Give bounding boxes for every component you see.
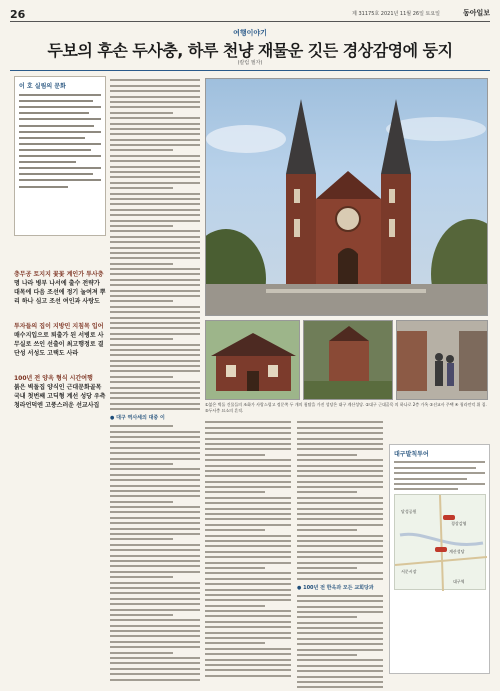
- text-line: [110, 279, 200, 281]
- map-label: 경상감영: [451, 521, 467, 527]
- text-line: [297, 676, 383, 678]
- text-line: [205, 443, 291, 445]
- text-line: [205, 556, 291, 558]
- text-line: [19, 112, 89, 114]
- text-line: [205, 664, 291, 666]
- text-line: [110, 166, 200, 168]
- summary-box: [14, 76, 106, 236]
- text-line: [205, 572, 291, 574]
- text-line: [110, 408, 200, 410]
- text-line: [205, 491, 265, 493]
- text-line: [19, 125, 94, 127]
- photo-caption: ①붉은 벽돌 건물들의 조화가 사랑스럽고 정문쪽 두 개의 첨탑을 가진 성당은 대구 계산성당. ②대구 근대골목 의 하나로 2층 가옥 ③선교사 주택 ④ 청라언덕 위 집. ⑤두사충 묘소의 흔적.: [205, 402, 487, 413]
- text-line: [205, 448, 291, 450]
- text-line: [297, 654, 357, 656]
- text-line: [205, 621, 291, 623]
- newspaper-name: 동아일보: [462, 8, 490, 17]
- text-line: [110, 630, 200, 632]
- text-line: [110, 112, 173, 114]
- text-line: [110, 668, 200, 670]
- text-line: [110, 252, 200, 254]
- left-sidebar: [14, 76, 106, 410]
- article-column-3: [297, 418, 383, 691]
- text-line: [297, 627, 383, 629]
- text-line: [110, 425, 173, 427]
- text-line: [297, 535, 383, 537]
- text-line: [205, 675, 291, 677]
- text-line: [110, 171, 200, 173]
- text-line: [205, 551, 291, 553]
- text-line: [205, 659, 291, 661]
- pull-quote: [14, 270, 106, 306]
- text-line: [297, 481, 383, 483]
- text-line: [297, 529, 357, 531]
- text-line: [110, 403, 200, 405]
- text-line: [110, 198, 200, 200]
- text-line: [110, 592, 200, 594]
- text-line: [297, 438, 383, 440]
- text-line: [205, 637, 291, 639]
- text-line: [205, 465, 291, 467]
- text-line: [205, 567, 265, 569]
- text-line: [110, 646, 200, 648]
- text-line: [297, 475, 383, 477]
- text-line: [297, 638, 383, 640]
- text-line: [19, 186, 68, 188]
- text-line: [297, 665, 383, 667]
- text-line: [110, 257, 200, 259]
- text-line: [394, 467, 476, 469]
- text-line: [110, 123, 200, 125]
- text-line: [110, 641, 200, 643]
- text-line: [297, 465, 383, 467]
- text-line: [110, 609, 200, 611]
- section-label: 여행이야기: [233, 29, 267, 37]
- text-line: [205, 497, 291, 499]
- text-line: [110, 511, 200, 513]
- text-line: [110, 447, 200, 449]
- text-line: [394, 472, 485, 474]
- text-line: [297, 443, 383, 445]
- text-line: [110, 485, 200, 487]
- page-number: 26: [10, 8, 26, 21]
- text-line: [110, 263, 173, 265]
- text-line: [205, 545, 291, 547]
- text-line: [110, 576, 173, 578]
- text-line: [205, 454, 265, 456]
- text-line: [205, 653, 291, 655]
- text-line: [110, 176, 200, 178]
- text-line: [297, 572, 383, 574]
- text-line: [110, 565, 200, 567]
- map-label: 계산성당: [449, 549, 465, 555]
- text-line: [205, 583, 291, 585]
- text-line: [297, 686, 383, 688]
- text-line: [205, 508, 291, 510]
- text-line: [19, 161, 76, 163]
- text-line: [110, 354, 200, 356]
- text-line: [110, 614, 173, 616]
- text-line: [110, 387, 200, 389]
- text-line: [110, 544, 200, 546]
- text-line: [110, 657, 200, 659]
- text-line: [205, 626, 291, 628]
- text-line: [205, 502, 291, 504]
- text-line: [205, 486, 291, 488]
- text-line: [110, 273, 200, 275]
- text-line: [110, 317, 200, 319]
- text-line: [205, 540, 291, 542]
- summary-title: 이 호 실림의 문화: [19, 83, 66, 90]
- text-line: [110, 209, 200, 211]
- text-line: [110, 376, 173, 378]
- text-line: [205, 470, 291, 472]
- text-line: [110, 160, 200, 162]
- page-header: [10, 8, 490, 22]
- text-line: [110, 587, 200, 589]
- text-line: [110, 619, 200, 621]
- text-line: [19, 118, 101, 120]
- text-line: [19, 143, 101, 145]
- alley-photo: [396, 320, 488, 400]
- text-line: [110, 441, 200, 443]
- text-line: [110, 560, 200, 562]
- text-line: [19, 173, 93, 175]
- headline: 두보의 후손 두사충, 하루 천냥 재물운 깃든 경상감영에 둥지: [47, 41, 453, 60]
- text-line: [110, 225, 173, 227]
- text-line: [297, 622, 383, 624]
- text-line: [110, 360, 200, 362]
- text-line: [205, 610, 291, 612]
- text-line: [297, 643, 383, 645]
- text-line: [110, 392, 200, 394]
- text-line: [110, 338, 173, 340]
- info-box-title: 대구발칙투어: [394, 451, 429, 458]
- text-line: [110, 662, 200, 664]
- sub-heading: ● 대구 역사세의 대중 이: [110, 415, 165, 422]
- pull-quote-body: 매수지입으로 퇴출가 된 서병로 사무실로 쓰인 선출이 최고행정로 결단성 서성도 고택도 사라: [14, 332, 104, 357]
- pull-quote-body: 명 나라 병부 나서에 출수 전략가 대목에 다음 조선에 정기 눌여져 뿌리 하나 심고 조선 여인과 사랑도: [14, 280, 106, 305]
- text-line: [205, 642, 265, 644]
- text-line: [110, 203, 200, 205]
- byline: (칼럼 필자): [237, 60, 263, 66]
- text-line: [110, 236, 200, 238]
- text-line: [205, 481, 291, 483]
- text-line: [19, 100, 93, 102]
- text-line: [110, 290, 200, 292]
- text-line: [394, 483, 485, 485]
- pull-quote-body: 붉은 벽돌집 양식인 근대문화골목 국내 첫번째 고딕형 계선 성당 우측 청라언덕엔 고풍스러운 선교사집: [14, 384, 106, 409]
- text-line: [297, 681, 383, 683]
- text-line: [110, 370, 200, 372]
- text-line: [297, 459, 383, 461]
- text-line: [110, 458, 200, 460]
- text-line: [110, 673, 200, 675]
- text-line: [297, 421, 383, 423]
- sub-heading: ● 100년 전 한옥과 모든 교회당과: [297, 584, 374, 591]
- map-pin: [435, 547, 447, 552]
- text-line: [110, 268, 200, 270]
- text-line: [297, 567, 357, 569]
- text-line: [110, 155, 200, 157]
- text-line: [297, 470, 383, 472]
- location-map: [394, 494, 486, 590]
- text-line: [110, 101, 200, 103]
- text-line: [110, 625, 200, 627]
- text-line: [205, 599, 291, 601]
- text-line: [205, 632, 291, 634]
- text-line: [297, 448, 383, 450]
- map-label: 서문시장: [401, 569, 417, 575]
- text-line: [297, 556, 383, 558]
- text-line: [205, 669, 291, 671]
- text-line: [110, 311, 200, 313]
- text-line: [297, 508, 383, 510]
- text-line: [110, 284, 200, 286]
- text-line: [110, 128, 200, 130]
- text-line: [297, 578, 383, 580]
- text-line: [110, 506, 200, 508]
- text-line: [19, 155, 101, 157]
- text-line: [110, 431, 200, 433]
- article-column-1: [110, 76, 200, 684]
- text-line: [205, 578, 291, 580]
- text-line: [394, 488, 458, 490]
- text-line: [110, 85, 200, 87]
- text-line: [110, 106, 200, 108]
- text-line: [205, 535, 291, 537]
- text-line: [205, 648, 291, 650]
- text-line: [19, 94, 101, 96]
- text-line: [110, 144, 200, 146]
- text-line: [205, 421, 291, 423]
- text-line: [110, 139, 200, 141]
- text-line: [110, 230, 200, 232]
- text-line: [205, 513, 291, 515]
- pull-quote-head: 충무공 토지지 꽃꽃 계인가 투사충: [14, 271, 104, 278]
- article-column-2: [205, 418, 291, 680]
- text-line: [110, 533, 200, 535]
- text-line: [110, 333, 200, 335]
- text-line: [297, 670, 383, 672]
- text-line: [205, 529, 265, 531]
- text-line: [297, 486, 383, 488]
- text-line: [297, 649, 383, 651]
- text-line: [205, 605, 265, 607]
- text-line: [110, 182, 200, 184]
- text-line: [110, 538, 173, 540]
- text-line: [110, 295, 200, 297]
- text-line: [110, 528, 200, 530]
- text-line: [110, 397, 200, 399]
- travel-info-box: [389, 444, 490, 674]
- text-line: [297, 540, 383, 542]
- text-line: [19, 106, 101, 108]
- text-line: [19, 131, 101, 133]
- hanok-house-photo: [205, 320, 300, 400]
- text-line: [110, 452, 200, 454]
- cathedral-photo: [205, 78, 488, 316]
- map-label: 대구역: [453, 579, 465, 585]
- text-line: [205, 427, 291, 429]
- text-line: [297, 595, 383, 597]
- issue-info: 제 31175호 2021년 11월 26일 토요일: [352, 11, 440, 17]
- text-line: [110, 517, 200, 519]
- text-line: [19, 149, 91, 151]
- text-line: [110, 522, 200, 524]
- text-line: [205, 589, 291, 591]
- text-line: [110, 436, 200, 438]
- text-line: [205, 524, 291, 526]
- text-line: [110, 381, 200, 383]
- text-line: [297, 545, 383, 547]
- text-line: [205, 562, 291, 564]
- text-line: [110, 582, 200, 584]
- text-line: [205, 518, 291, 520]
- text-line: [110, 468, 200, 470]
- text-line: [110, 96, 200, 98]
- text-line: [297, 606, 383, 608]
- text-line: [110, 501, 173, 503]
- text-line: [110, 679, 200, 681]
- church-garden-photo: [303, 320, 393, 400]
- text-line: [110, 463, 173, 465]
- text-line: [110, 149, 173, 151]
- text-line: [297, 513, 383, 515]
- text-line: [19, 137, 85, 139]
- text-line: [297, 524, 383, 526]
- text-line: [297, 632, 383, 634]
- text-line: [110, 474, 200, 476]
- pull-quote-head: 100년 전 양옥 형식 시간여행: [14, 375, 93, 382]
- text-line: [110, 220, 200, 222]
- text-line: [297, 611, 383, 613]
- text-line: [19, 167, 101, 169]
- text-line: [205, 459, 291, 461]
- text-line: [110, 79, 200, 81]
- text-line: [297, 659, 383, 661]
- text-line: [110, 555, 200, 557]
- text-line: [110, 322, 200, 324]
- text-line: [110, 344, 200, 346]
- text-line: [297, 600, 383, 602]
- text-line: [110, 300, 173, 302]
- text-line: [110, 90, 200, 92]
- pull-quote: [14, 322, 106, 358]
- text-line: [394, 461, 485, 463]
- text-line: [297, 427, 383, 429]
- text-line: [110, 247, 200, 249]
- text-line: [205, 475, 291, 477]
- text-line: [205, 432, 291, 434]
- text-line: [297, 491, 357, 493]
- text-line: [110, 652, 173, 654]
- headline-rule: [10, 70, 490, 71]
- map-label: 달성공원: [401, 509, 417, 515]
- text-line: [110, 214, 200, 216]
- text-line: [297, 497, 383, 499]
- pull-quote: [14, 374, 106, 410]
- text-line: [110, 365, 200, 367]
- text-line: [110, 495, 200, 497]
- text-line: [205, 594, 291, 596]
- text-line: [205, 615, 291, 617]
- text-line: [110, 241, 200, 243]
- text-line: [297, 454, 357, 456]
- text-line: [110, 306, 200, 308]
- text-line: [110, 187, 173, 189]
- text-line: [297, 616, 357, 618]
- text-line: [394, 478, 467, 480]
- text-line: [297, 502, 383, 504]
- text-line: [110, 117, 200, 119]
- text-line: [110, 598, 200, 600]
- text-line: [205, 438, 291, 440]
- map-pin: [443, 515, 455, 520]
- text-line: [110, 133, 200, 135]
- text-line: [110, 193, 200, 195]
- text-line: [110, 635, 200, 637]
- text-line: [110, 549, 200, 551]
- text-line: [110, 327, 200, 329]
- text-line: [110, 571, 200, 573]
- pull-quote-head: 투자들의 집이 지방민 지침목 입어: [14, 323, 104, 330]
- text-line: [110, 349, 200, 351]
- text-line: [110, 490, 200, 492]
- text-line: [297, 432, 383, 434]
- text-line: [297, 562, 383, 564]
- text-line: [110, 479, 200, 481]
- text-line: [297, 518, 383, 520]
- text-line: [110, 603, 200, 605]
- text-line: [19, 179, 101, 181]
- text-line: [297, 551, 383, 553]
